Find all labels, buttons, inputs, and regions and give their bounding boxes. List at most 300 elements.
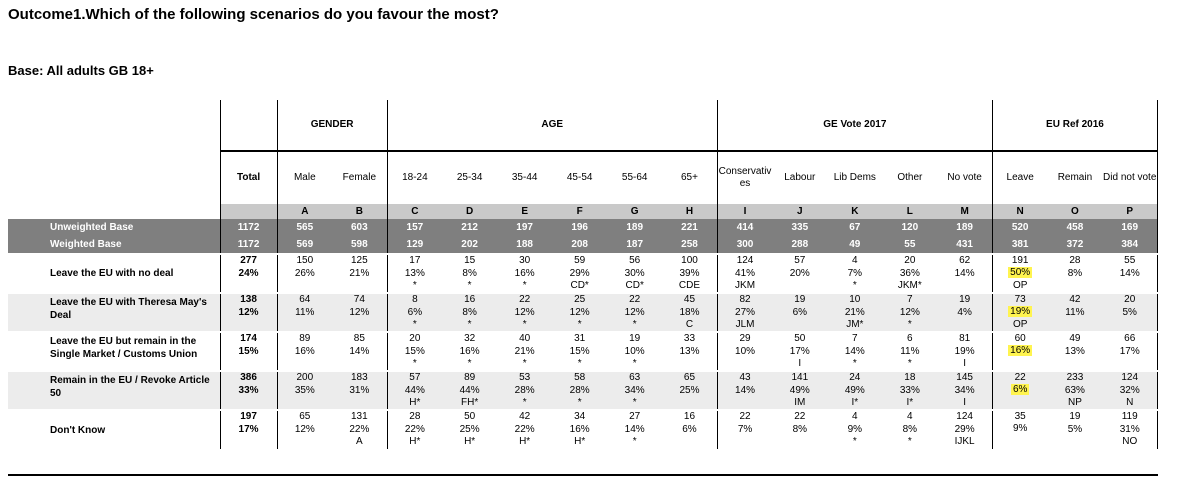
sig-cell	[277, 280, 332, 293]
percent-cell: 4%	[937, 306, 992, 319]
percent-cell: 6%	[772, 306, 827, 319]
count-cell: 16	[662, 410, 717, 423]
percent-cell: 33%	[220, 384, 277, 397]
sig-cell: CDE	[678, 280, 701, 291]
sig-cell	[220, 397, 277, 410]
column-header: 55-64	[621, 172, 648, 183]
count-cell: 17	[387, 254, 442, 267]
column-letter: K	[827, 204, 882, 219]
column-header: Lib Dems	[833, 172, 876, 183]
percent-cell	[992, 306, 1047, 319]
group-header-gender: GENDER	[277, 100, 387, 151]
count-cell: 197	[220, 410, 277, 423]
sig-cell	[662, 358, 717, 371]
count-cell: 8	[387, 293, 442, 306]
column-header: Total	[220, 151, 277, 204]
response-row	[8, 293, 1158, 306]
count-cell: 16	[442, 293, 497, 306]
count-cell: 31	[552, 332, 607, 345]
percent-cell: 22%	[514, 423, 535, 435]
base-value: 129	[387, 236, 442, 254]
count-cell: 28	[387, 410, 442, 423]
percent-cell	[992, 267, 1047, 280]
count-cell: 4	[882, 410, 937, 423]
highlighted-value: 50%	[1010, 267, 1031, 278]
count-cell: 60	[992, 332, 1047, 345]
sig-cell: H*	[574, 436, 586, 447]
percent-cell: 9%	[992, 423, 1047, 436]
percent-cell: 6%	[682, 423, 697, 435]
column-letter: G	[607, 204, 662, 219]
sig-cell	[992, 397, 1047, 410]
percent-cell: 22%	[387, 423, 442, 436]
sig-cell	[937, 319, 992, 332]
response-label	[8, 410, 220, 449]
percent-cell: 11%	[1047, 306, 1102, 319]
base-value: 157	[387, 219, 442, 236]
sig-cell	[717, 436, 772, 449]
percent-cell: 14%	[844, 345, 865, 357]
sig-cell: FH*	[442, 397, 497, 410]
count-cell: 65	[277, 410, 332, 423]
percent-cell: 12%	[552, 306, 607, 319]
column-header-text: es	[739, 178, 751, 189]
column-letter: L	[882, 204, 937, 219]
count-cell: 124	[1102, 371, 1157, 384]
count-cell: 19	[1047, 410, 1102, 423]
percent-cell: 12%	[497, 306, 552, 319]
count-cell: 40	[497, 332, 552, 345]
percent-cell: 21%	[514, 345, 535, 357]
response-row	[8, 332, 1158, 345]
count-cell: 35	[992, 410, 1047, 423]
sig-cell	[1047, 436, 1102, 449]
percent-cell: 14%	[624, 423, 645, 435]
percent-cell: 26%	[277, 267, 332, 280]
sig-cell	[332, 280, 387, 293]
sig-cell	[220, 436, 277, 449]
percent-cell: 14%	[349, 345, 370, 357]
response-label	[8, 371, 220, 410]
column-header: 45-54	[566, 172, 593, 183]
percent-cell: 31%	[332, 384, 387, 397]
sig-cell: I	[798, 358, 802, 369]
base-value: 67	[827, 219, 882, 236]
sig-cell: OP	[992, 319, 1047, 332]
sig-cell	[220, 319, 277, 332]
sig-cell: *	[552, 319, 607, 332]
count-cell: 277	[220, 254, 277, 267]
percent-cell: 28%	[497, 384, 552, 397]
sig-cell	[1047, 319, 1102, 332]
base-value: 55	[882, 236, 937, 254]
count-cell: 74	[332, 293, 387, 306]
sig-cell: N	[1102, 397, 1157, 410]
table-bottom-rule	[8, 474, 1158, 476]
sig-cell	[277, 436, 332, 449]
base-value: 372	[1047, 236, 1102, 254]
percent-cell: 41%	[717, 267, 772, 280]
count-cell: 10	[827, 293, 882, 306]
column-letter: M	[937, 204, 992, 219]
percent-cell: 6%	[387, 306, 442, 319]
sig-cell: JM*	[827, 319, 882, 332]
sig-cell: *	[467, 280, 472, 291]
sig-cell: *	[577, 358, 582, 369]
sig-cell: NO	[1102, 436, 1157, 449]
count-cell: 131	[332, 410, 387, 423]
base-value: 565	[277, 219, 332, 236]
sig-cell	[1102, 358, 1157, 371]
base-value: 221	[662, 219, 717, 236]
sig-cell	[1047, 280, 1102, 293]
count-cell: 20	[882, 254, 937, 267]
count-cell: 191	[992, 254, 1047, 267]
total-group-cell	[220, 100, 277, 151]
sig-cell: *	[632, 358, 637, 369]
sig-cell	[662, 397, 717, 410]
sig-cell	[1047, 358, 1102, 371]
percent-cell: 13%	[679, 345, 700, 357]
percent-cell: 63%	[1047, 384, 1102, 397]
percent-cell: 32%	[1102, 384, 1157, 397]
sig-cell	[1102, 280, 1157, 293]
count-cell: 53	[497, 371, 552, 384]
sig-cell: *	[387, 319, 442, 332]
column-letter: J	[772, 204, 827, 219]
sig-cell	[332, 358, 387, 371]
sig-cell: *	[852, 436, 857, 447]
sig-cell: *	[852, 358, 857, 369]
count-cell: 150	[277, 254, 332, 267]
base-value: 197	[497, 219, 552, 236]
base-value: 300	[717, 236, 772, 254]
count-cell: 141	[772, 371, 827, 384]
count-cell: 89	[277, 332, 332, 345]
percent-cell: 8%	[442, 306, 497, 319]
sig-cell: H*	[519, 436, 531, 447]
sig-cell: CD*	[570, 280, 589, 291]
question-title: Outcome1.Which of the following scenarios do you favour the most?	[8, 6, 499, 23]
column-letter: P	[1102, 204, 1157, 219]
highlighted-value: 19%	[1010, 306, 1031, 317]
response-row	[8, 371, 1158, 384]
count-cell: 19	[607, 332, 662, 345]
response-row	[8, 254, 1158, 267]
count-cell: 22	[497, 293, 552, 306]
count-cell: 22	[992, 371, 1047, 384]
base-value: 335	[772, 219, 827, 236]
percent-cell: 21%	[349, 267, 370, 279]
count-cell: 34	[552, 410, 607, 423]
sig-cell	[220, 358, 277, 371]
sig-cell: IJKL	[954, 436, 975, 447]
count-cell: 4	[827, 410, 882, 423]
sig-cell: *	[387, 280, 442, 293]
percent-cell: 10%	[717, 345, 772, 358]
percent-cell: 11%	[900, 345, 920, 357]
percent-cell: 15%	[220, 345, 277, 358]
column-header-text: Conservativ	[718, 166, 772, 177]
base-value: 1172	[220, 219, 277, 236]
column-letter: H	[662, 204, 717, 219]
count-cell: 85	[332, 332, 387, 345]
percent-cell: 44%	[387, 384, 442, 397]
percent-cell: 22%	[349, 423, 370, 435]
sig-cell	[220, 280, 277, 293]
percent-cell: 8%	[792, 423, 808, 435]
sig-cell: *	[632, 436, 637, 447]
percent-cell: 15%	[387, 345, 442, 358]
count-cell: 7	[827, 332, 882, 345]
percent-cell	[992, 384, 1047, 397]
sig-cell: *	[442, 319, 497, 332]
column-header: No vote	[947, 172, 982, 183]
base-value: 288	[772, 236, 827, 254]
response-label-text: Don't Know	[50, 424, 106, 436]
count-cell: 28	[1047, 254, 1102, 267]
count-cell: 66	[1102, 332, 1157, 345]
count-cell: 42	[1047, 293, 1102, 306]
sig-cell	[772, 436, 827, 449]
percent-cell: 12%	[220, 306, 277, 319]
count-cell: 233	[1047, 371, 1102, 384]
sig-cell: I	[937, 397, 992, 410]
sig-cell: JKM*	[897, 280, 922, 291]
percent-cell: 12%	[607, 306, 662, 319]
sig-cell: *	[387, 358, 442, 371]
count-cell: 57	[387, 371, 442, 384]
count-cell: 73	[992, 293, 1047, 306]
column-header: 35-44	[511, 172, 538, 183]
percent-cell: 11%	[277, 306, 332, 319]
percent-cell: 7%	[717, 423, 772, 436]
count-cell: 19	[937, 293, 992, 306]
count-cell: 20	[387, 332, 442, 345]
sig-cell	[717, 397, 772, 410]
base-value: 49	[827, 236, 882, 254]
percent-cell: 49%	[827, 384, 882, 397]
sig-cell: *	[467, 358, 472, 369]
column-letter	[220, 204, 277, 219]
percent-cell: 49%	[772, 384, 827, 397]
highlighted-value: 16%	[1010, 345, 1031, 356]
sig-cell: *	[907, 436, 912, 447]
percent-cell: 13%	[387, 267, 442, 280]
count-cell: 27	[607, 410, 662, 423]
percent-cell: 34%	[937, 384, 992, 397]
sig-cell: *	[522, 280, 527, 291]
count-cell: 58	[552, 371, 607, 384]
column-letter: A	[277, 204, 332, 219]
crosstab-table	[8, 100, 1158, 449]
percent-cell: 10%	[624, 345, 645, 357]
percent-cell: 21%	[827, 306, 882, 319]
column-header	[717, 151, 772, 204]
count-cell: 32	[442, 332, 497, 345]
percent-cell: 12%	[277, 423, 332, 436]
base-value: 202	[442, 236, 497, 254]
sig-cell: I*	[882, 397, 937, 410]
count-cell: 43	[717, 371, 772, 384]
percent-cell	[992, 345, 1047, 358]
base-value: 431	[937, 236, 992, 254]
percent-cell: 9%	[847, 423, 863, 435]
sig-cell: IM	[772, 397, 827, 410]
sig-cell	[277, 397, 332, 410]
sig-cell	[772, 280, 827, 293]
sig-cell: *	[907, 358, 912, 369]
base-value: 169	[1102, 219, 1157, 236]
sig-cell: JLM	[717, 319, 772, 332]
count-cell: 386	[220, 371, 277, 384]
sig-cell: *	[497, 319, 552, 332]
sig-cell: I	[963, 358, 967, 369]
sig-cell: JKM	[717, 280, 772, 293]
percent-cell: 14%	[954, 267, 975, 279]
corner-cell	[8, 151, 220, 204]
base-value: 598	[332, 236, 387, 254]
count-cell: 124	[937, 410, 992, 423]
percent-cell: 28%	[552, 384, 607, 397]
column-letter: I	[717, 204, 772, 219]
count-cell: 59	[552, 254, 607, 267]
sig-cell: H*	[387, 397, 442, 410]
base-value: 603	[332, 219, 387, 236]
base-value: 196	[552, 219, 607, 236]
sig-cell: *	[607, 319, 662, 332]
response-label	[8, 254, 220, 293]
sig-cell: *	[552, 397, 607, 410]
count-cell: 4	[827, 254, 882, 267]
sig-cell: I*	[827, 397, 882, 410]
sig-cell	[277, 319, 332, 332]
column-letter: F	[552, 204, 607, 219]
base-row	[8, 236, 1158, 254]
count-cell: 20	[1102, 293, 1157, 306]
count-cell: 57	[772, 254, 827, 267]
count-cell: 22	[772, 410, 827, 423]
percent-cell: 25%	[459, 423, 480, 435]
count-cell: 33	[662, 332, 717, 345]
percent-cell: 5%	[1102, 306, 1157, 319]
percent-cell: 8%	[1067, 267, 1083, 279]
count-cell: 7	[882, 293, 937, 306]
percent-cell: 30%	[624, 267, 645, 279]
percent-cell: 20%	[789, 267, 810, 279]
count-cell: 50	[442, 410, 497, 423]
base-value: 414	[717, 219, 772, 236]
base-value: 258	[662, 236, 717, 254]
percent-cell: 16%	[514, 267, 535, 279]
sig-cell	[717, 358, 772, 371]
column-header: 25-34	[456, 172, 483, 183]
sig-cell	[1102, 319, 1157, 332]
base-value: 120	[882, 219, 937, 236]
percent-cell: 18%	[662, 306, 717, 319]
sig-cell	[937, 280, 992, 293]
column-letter: N	[992, 204, 1047, 219]
corner-cell	[8, 204, 220, 219]
column-letter: C	[387, 204, 442, 219]
base-value: 381	[992, 236, 1047, 254]
column-letter: B	[332, 204, 387, 219]
column-header: Male	[277, 151, 332, 204]
count-cell: 15	[442, 254, 497, 267]
percent-cell: 14%	[1102, 267, 1157, 280]
count-cell: 82	[717, 293, 772, 306]
base-row-label: Unweighted Base	[8, 219, 220, 236]
count-cell: 119	[1102, 410, 1157, 423]
count-cell: 81	[937, 332, 992, 345]
count-cell: 55	[1102, 254, 1157, 267]
column-header-row	[8, 151, 1158, 204]
percent-cell: 19%	[954, 345, 975, 357]
response-label-text: Leave the EU with Theresa May's Deal	[50, 297, 207, 321]
count-cell: 64	[277, 293, 332, 306]
percent-cell: 24%	[220, 267, 277, 280]
count-cell: 45	[662, 293, 717, 306]
sig-cell	[332, 397, 387, 410]
response-label-text: Leave the EU with no deal	[50, 268, 174, 279]
count-cell: 138	[220, 293, 277, 306]
base-description: Base: All adults GB 18+	[8, 63, 154, 78]
sig-cell	[992, 436, 1047, 449]
percent-cell: 8%	[462, 267, 477, 279]
group-header-eu: EU Ref 2016	[992, 100, 1157, 151]
highlighted-value: 6%	[1012, 384, 1028, 395]
count-cell: 56	[607, 254, 662, 267]
group-header-row	[8, 100, 1158, 151]
count-cell: 18	[882, 371, 937, 384]
percent-cell: 31%	[1102, 423, 1157, 436]
sig-cell	[277, 358, 332, 371]
sig-cell	[662, 436, 717, 449]
count-cell: 145	[937, 371, 992, 384]
count-cell: 50	[772, 332, 827, 345]
base-value: 212	[442, 219, 497, 236]
count-cell: 62	[937, 254, 992, 267]
sig-cell: *	[522, 358, 527, 369]
percent-cell: 27%	[717, 306, 772, 319]
base-value: 187	[607, 236, 662, 254]
base-value: 458	[1047, 219, 1102, 236]
column-header: 65+	[681, 172, 698, 183]
percent-cell: 15%	[569, 345, 590, 357]
response-label	[8, 332, 220, 371]
group-header-ge: GE Vote 2017	[717, 100, 992, 151]
sig-cell: *	[607, 397, 662, 410]
count-cell: 42	[497, 410, 552, 423]
base-value: 189	[937, 219, 992, 236]
count-cell: 24	[827, 371, 882, 384]
column-letter: E	[497, 204, 552, 219]
base-value: 520	[992, 219, 1047, 236]
percent-cell: 7%	[847, 267, 863, 279]
base-value: 569	[277, 236, 332, 254]
sig-cell: NP	[1047, 397, 1102, 410]
percent-cell: 17%	[1102, 345, 1157, 358]
count-cell: 19	[772, 293, 827, 306]
base-row-label: Weighted Base	[8, 236, 220, 254]
percent-cell: 36%	[899, 267, 920, 279]
sig-cell: C	[662, 319, 717, 332]
percent-cell: 17%	[220, 423, 277, 436]
count-cell: 124	[717, 254, 772, 267]
count-cell: 200	[277, 371, 332, 384]
column-header: Labour	[784, 172, 816, 183]
percent-cell: 8%	[902, 423, 918, 435]
